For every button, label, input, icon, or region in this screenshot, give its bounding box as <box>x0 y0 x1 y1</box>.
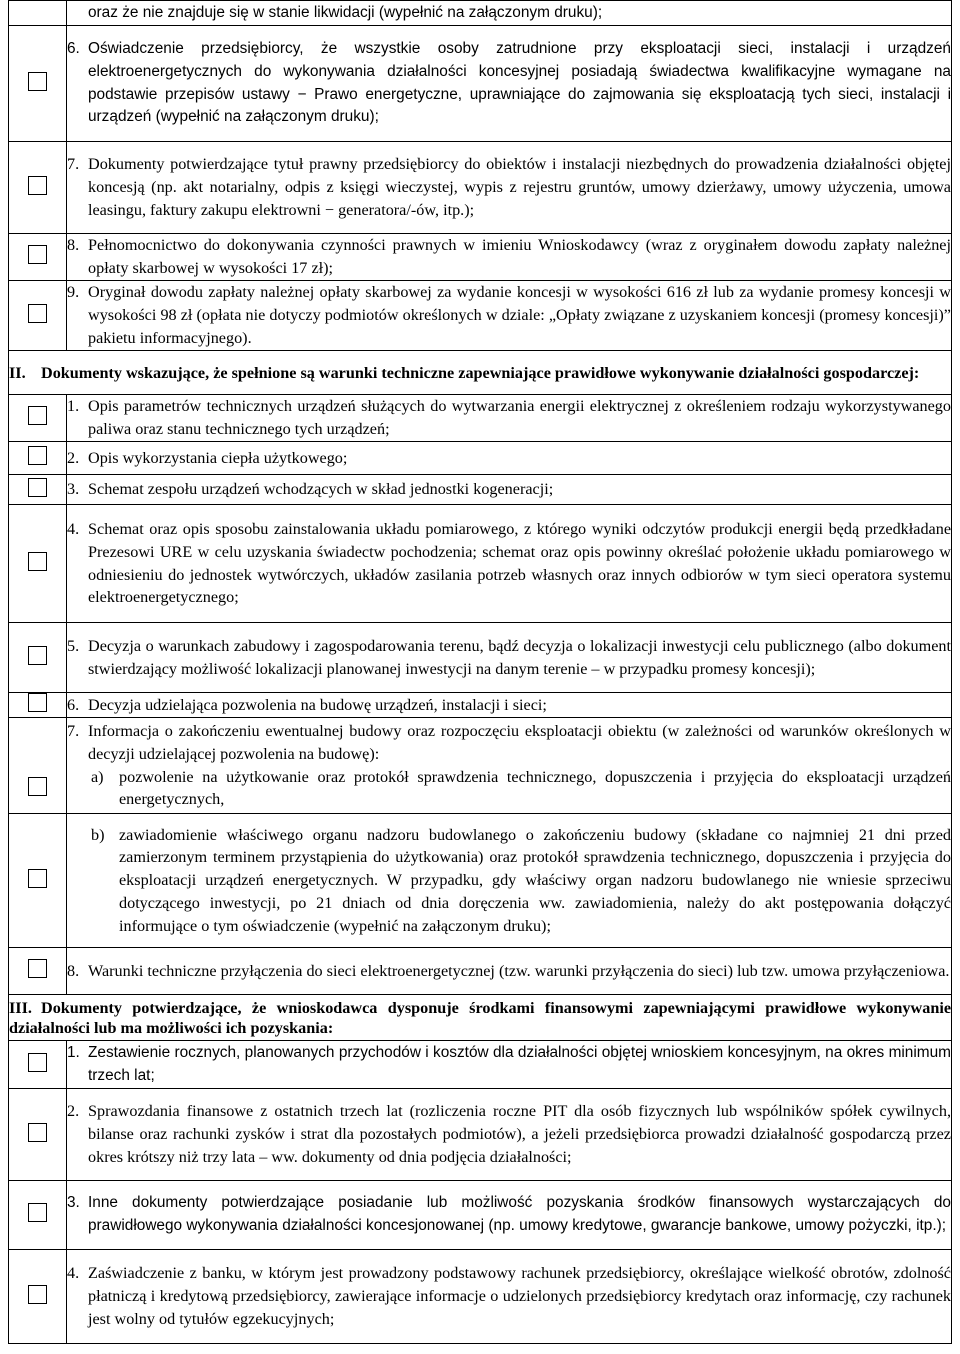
checkbox-iii4[interactable] <box>28 1285 47 1304</box>
checkbox-i7[interactable] <box>28 176 47 195</box>
checkbox-ii7b[interactable] <box>28 869 47 888</box>
list-item <box>67 395 951 441</box>
checkbox-ii3[interactable] <box>28 478 47 497</box>
item-number: 3. <box>67 480 80 499</box>
section-title: Dokumenty wskazujące, że spełnione są warunki techniczne zapewniające prawidłowe wykonywanie działalności gospodarczej: <box>41 363 920 382</box>
list-item <box>67 234 951 280</box>
item-text: Schemat zespołu urządzeń wchodzących w skład jednostki kogeneracji; <box>88 480 554 499</box>
list-item <box>67 478 951 501</box>
checkbox-iii2[interactable] <box>28 1123 47 1142</box>
sub-item-text: pozwolenie na użytkowanie oraz protokół sprawdzenia technicznego, dopuszczenia i przyjęcia do eksploatacji urządzeń energetycznych, <box>119 767 951 809</box>
item-text: Decyzja udzielająca pozwolenia na budowę urządzeń, instalacji i sieci; <box>88 695 547 714</box>
checkbox-ii2[interactable] <box>28 446 47 465</box>
item-text: Sprawozdania finansowe z ostatnich trzech lat (rozliczenia roczne PIT dla osób fizycznych lub wspólników spółek cywilnych, bilanse oraz rachunki zysków i strat dla pozostałych podmiotów), a jeżeli przedsiębiorca prowadzi działalność gospodarczą przez okres krótszy niż trzy lata – ww. dokumenty od dnia podjęcia działalności; <box>88 1102 951 1166</box>
item-text: Schemat oraz opis sposobu zainstalowania układu pomiarowego, z którego wyniki odczytów produkcji energii będą przedkładane Prezesowi URE w celu uzyskania świadectw pochodzenia; schemat oraz opis powinny określać położenie układu pomiarowego w odniesieniu do jednostek wytwórczych, układów zasilania potrzeb własnych oraz innych odbiorów w tym sieci operatora systemu elektroenergetycznego; <box>88 519 951 607</box>
checkbox-ii8[interactable] <box>28 959 47 978</box>
item-number: 1. <box>67 397 80 416</box>
list-item <box>67 518 951 609</box>
list-item <box>67 281 951 349</box>
checkbox-i6[interactable] <box>28 72 47 91</box>
item-number: 3. <box>67 1194 80 1212</box>
checkbox-iii1[interactable] <box>28 1053 47 1072</box>
checkbox-ii7a[interactable] <box>28 777 47 796</box>
list-item <box>67 694 951 717</box>
list-item <box>67 1192 951 1238</box>
sub-item <box>67 766 951 812</box>
item-text: Opis wykorzystania ciepła użytkowego; <box>88 448 348 467</box>
item-text: Opis parametrów technicznych urządzeń służących do wytwarzania energii elektrycznej z określeniem rodzaju wykorzystywanego paliwa oraz stanu technicznego tych urządzeń; <box>88 397 951 438</box>
item-5-continuation: oraz że nie znajduje się w stanie likwidacji (wypełnić na załączonym druku); <box>88 3 603 21</box>
checkbox-ii1[interactable] <box>28 406 47 425</box>
sub-item-letter: b) <box>91 825 105 844</box>
item-text: Oświadczenie przedsiębiorcy, że wszystkie osoby zatrudnione przy eksploatacji sieci, instalacji i urządzeń elektroenergetycznych do wykonywania działalności koncesyjnej posiadają świadectwa kwalifikacyjne wymagane na podstawie przepisów ustawy − Prawo energetyczne, uprawniające do zajmowania się eksploatacją tych sieci, instalacji i urządzeń (wypełnić na załączonym druku); <box>88 39 951 126</box>
item-number: 4. <box>67 519 80 538</box>
item-text: Inne dokumenty potwierdzające posiadanie lub możliwość pozyskania środków finansowych wystarczających do prawidłowego wykonywania działalności koncesjonowanej (np. umowy kredytowe, gwarancje bankowe, umowy pożyczki, itp.); <box>88 1194 951 1234</box>
item-number: 7. <box>67 155 80 174</box>
item-number: 7. <box>67 721 80 740</box>
document-checklist-table <box>8 0 952 1344</box>
list-item <box>67 153 951 221</box>
checkbox-i9[interactable] <box>28 304 47 323</box>
checkbox-ii6[interactable] <box>28 693 47 712</box>
item-text: Informacja o zakończeniu ewentualnej budowy oraz rozpoczęciu eksploatacji obiektu (w zależności od warunków określonych w decyzji udzielającej pozwolenia na budowę): <box>88 721 951 763</box>
item-number: 8. <box>67 236 80 255</box>
item-number: 2. <box>67 1102 80 1121</box>
item-number: 6. <box>67 39 80 57</box>
item-text: Oryginał dowodu zapłaty należnej opłaty skarbowej za wydanie koncesji w wysokości 616 zł lub za wydanie promesy koncesji w wysokości 98 zł (opłata nie dotyczy podmiotów określonych w dziale: „Opłaty związane z uzyskaniem koncesji (promesy koncesji)” pakietu informacyjnego). <box>88 283 951 347</box>
checkbox-cell <box>9 1 67 26</box>
list-item <box>67 960 951 983</box>
list-item <box>67 720 951 766</box>
list-item <box>67 38 951 129</box>
section-3-heading <box>9 995 952 1041</box>
list-item <box>67 447 951 470</box>
section-2-heading <box>9 351 952 395</box>
checkbox-i8[interactable] <box>28 245 47 264</box>
item-number: 5. <box>67 636 80 655</box>
list-item <box>67 1042 951 1088</box>
section-number: III. <box>9 998 32 1017</box>
list-item <box>67 635 951 681</box>
section-title: Dokumenty potwierdzające, że wnioskodawca dysponuje środkami finansowymi zapewniającymi prawidłowe wykonywanie działalności lub ma możliwości ich pozyskania: <box>9 998 951 1037</box>
item-text: Pełnomocnictwo do dokonywania czynności prawnych w imieniu Wnioskodawcy (wraz z oryginałem dowodu zapłaty należnej opłaty skarbowej w wysokości 17 zł); <box>88 236 951 277</box>
list-item <box>67 1262 951 1330</box>
item-number: 4. <box>67 1264 80 1283</box>
checkbox-ii4[interactable] <box>28 552 47 571</box>
checkbox-ii5[interactable] <box>28 646 47 665</box>
sub-item-text: zawiadomienie właściwego organu nadzoru budowlanego o zakończeniu budowy (składane co najmniej 21 dni przed zamierzonym terminem przystąpienia do użytkowania) oraz protokół sprawdzenia technicznego, dopuszczenia i przyjęcia do eksploatacji urządzeń energetycznych. W przypadku, gdy właściwy organ nadzoru budowlanego nie wniesie sprzeciwu dotyczącego inwestycji, po 21 dniach od dnia doręczenia ww. zawiadomienia, należy do akt postępowania dołączyć informujące o tym oświadczenie (wypełnić na załączonym druku); <box>119 825 951 935</box>
checkbox-iii3[interactable] <box>28 1203 47 1222</box>
item-text: Warunki techniczne przyłączenia do sieci elektroenergetycznej (tzw. warunki przyłączenia do sieci) lub tzw. umowa przyłączeniowa. <box>88 961 950 980</box>
item-text: Dokumenty potwierdzające tytuł prawny przedsiębiorcy do obiektów i instalacji niezbędnych do prowadzenia działalności objętej koncesją (np. akt notarialny, odpis z księgi wieczystej, wypis z rejestru gruntów, umowy dzierżawy, umowy użyczenia, umowa leasingu, faktury zakupu elektrowni − generatora/-ów, itp.); <box>88 155 951 219</box>
sub-item-letter: a) <box>91 767 104 786</box>
list-item <box>67 1100 951 1168</box>
item-text: Zaświadczenie z banku, w którym jest prowadzony podstawowy rachunek przedsiębiorcy, określające wielkość obrotów, zdolność płatniczą i kredytową przedsiębiorcy, zawierające informacje o udzielonych przedsiębiorcy kredytach oraz informację, czy rachunek jest wolny od tytułów egzekucyjnych; <box>88 1264 951 1328</box>
section-number: II. <box>9 363 26 382</box>
item-number: 6. <box>67 695 80 714</box>
item-text: Zestawienie rocznych, planowanych przychodów i kosztów dla działalności objętej wnioskiem koncesyjnym, na okres minimum trzech lat; <box>88 1043 951 1084</box>
item-number: 8. <box>67 961 80 980</box>
item-number: 2. <box>67 448 80 467</box>
item-number: 1. <box>67 1043 80 1061</box>
item-number: 9. <box>67 283 80 302</box>
sub-item <box>67 824 951 938</box>
item-text: Decyzja o warunkach zabudowy i zagospodarowania terenu, bądź decyzja o lokalizacji inwestycji celu publicznego (albo dokument stwierdzający możliwość lokalizacji planowanej inwestycji na danym terenie – w przypadku promesy koncesji); <box>88 636 951 678</box>
